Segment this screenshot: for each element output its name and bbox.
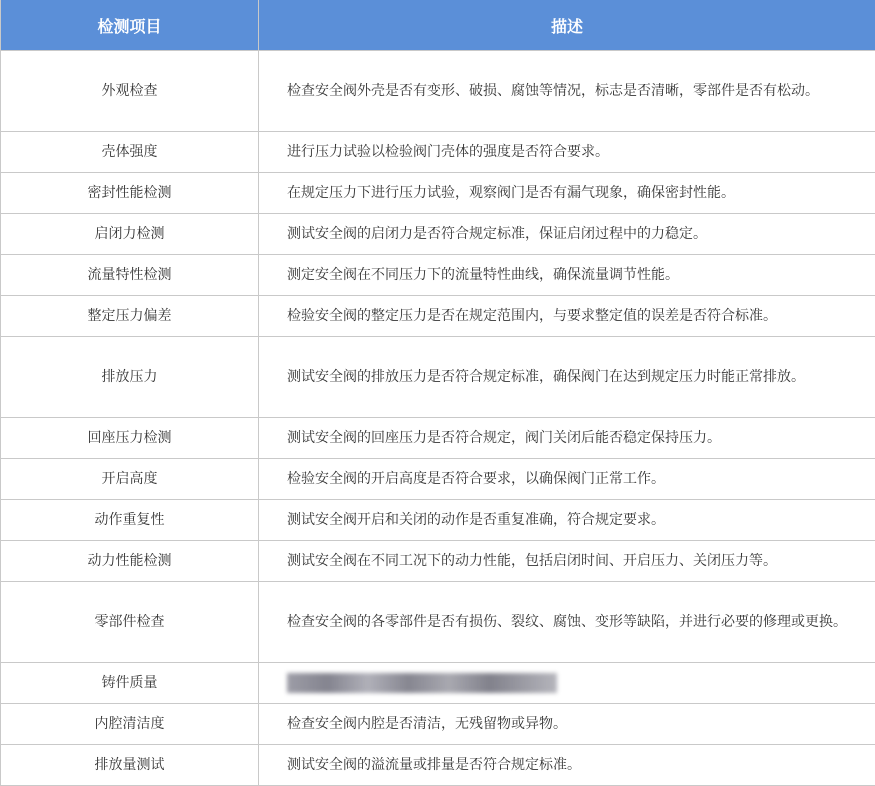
item-cell: 铸件质量 [1, 663, 259, 704]
table-row [1, 582, 875, 663]
item-cell: 排放量测试 [1, 745, 259, 786]
description-cell: 测试安全阀开启和关闭的动作是否重复准确，符合规定要求。 [259, 500, 875, 541]
description-cell: 检查安全阀外壳是否有变形、破损、腐蚀等情况，标志是否清晰，零部件是否有松动。 [259, 51, 875, 132]
description-cell: 测试安全阀的回座压力是否符合规定，阀门关闭后能否稳定保持压力。 [259, 418, 875, 459]
table-row [1, 704, 875, 745]
item-cell: 零部件检查 [1, 582, 259, 663]
description-cell [259, 663, 875, 704]
description-cell: 测试安全阀的启闭力是否符合规定标准，保证启闭过程中的力稳定。 [259, 214, 875, 255]
item-cell: 启闭力检测 [1, 214, 259, 255]
item-cell: 整定压力偏差 [1, 296, 259, 337]
table-row [1, 255, 875, 296]
item-cell: 外观检查 [1, 51, 259, 132]
table-row [1, 418, 875, 459]
description-cell: 测试安全阀的排放压力是否符合规定标准，确保阀门在达到规定压力时能正常排放。 [259, 337, 875, 418]
item-cell: 动作重复性 [1, 500, 259, 541]
description-cell: 测试安全阀在不同工况下的动力性能，包括启闭时间、开启压力、关闭压力等。 [259, 541, 875, 582]
table-row [1, 51, 875, 132]
blurred-text-image [287, 673, 557, 693]
item-cell: 内腔清洁度 [1, 704, 259, 745]
table-row [1, 459, 875, 500]
table-row [1, 173, 875, 214]
description-cell: 测定安全阀在不同压力下的流量特性曲线，确保流量调节性能。 [259, 255, 875, 296]
description-cell: 检验安全阀的整定压力是否在规定范围内，与要求整定值的误差是否符合标准。 [259, 296, 875, 337]
table-row [1, 214, 875, 255]
description-cell: 检查安全阀内腔是否清洁，无残留物或异物。 [259, 704, 875, 745]
header-inspection-item: 检测项目 [1, 0, 259, 51]
header-description: 描述 [259, 0, 875, 51]
table-row [1, 296, 875, 337]
item-cell: 密封性能检测 [1, 173, 259, 214]
table-row [1, 541, 875, 582]
item-cell: 回座压力检测 [1, 418, 259, 459]
table-row [1, 337, 875, 418]
table-row [1, 500, 875, 541]
description-cell: 在规定压力下进行压力试验，观察阀门是否有漏气现象，确保密封性能。 [259, 173, 875, 214]
table-row [1, 132, 875, 173]
table-row [1, 745, 875, 786]
item-cell: 开启高度 [1, 459, 259, 500]
item-cell: 排放压力 [1, 337, 259, 418]
item-cell: 流量特性检测 [1, 255, 259, 296]
item-cell: 壳体强度 [1, 132, 259, 173]
description-cell: 测试安全阀的溢流量或排量是否符合规定标准。 [259, 745, 875, 786]
description-cell: 检查安全阀的各零部件是否有损伤、裂纹、腐蚀、变形等缺陷，并进行必要的修理或更换。 [259, 582, 875, 663]
description-cell: 检验安全阀的开启高度是否符合要求，以确保阀门正常工作。 [259, 459, 875, 500]
description-cell: 进行压力试验以检验阀门壳体的强度是否符合要求。 [259, 132, 875, 173]
item-cell: 动力性能检测 [1, 541, 259, 582]
table-header-row [1, 0, 875, 51]
table-row [1, 663, 875, 704]
